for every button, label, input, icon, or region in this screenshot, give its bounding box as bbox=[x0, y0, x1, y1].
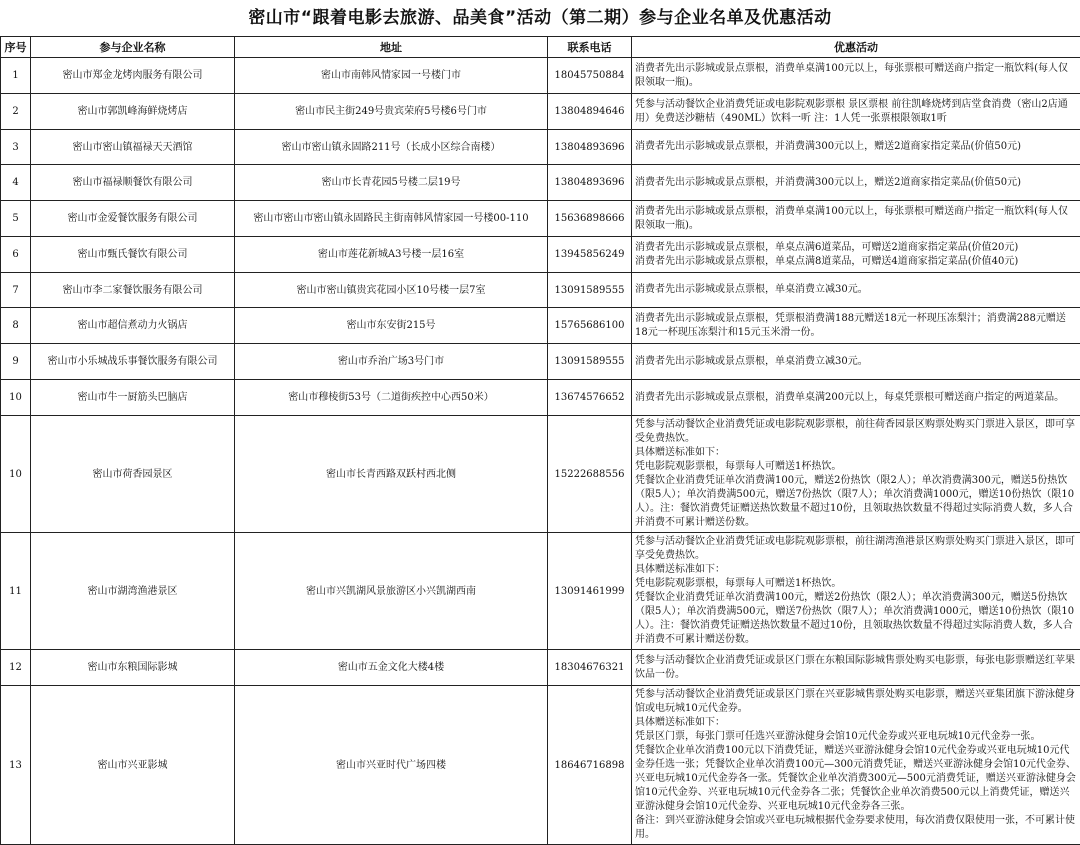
row-offer: 凭参与活动餐饮企业消费凭证或电影院观影票根，前往荷香园景区购票处购买门票进入景区，即可享受免费热饮。 具体赠送标准如下： 凭电影院观影票根，每票每人可赠送1杯热饮。 凭餐饮企业消费凭证单次消费满100元，赠送2份热饮（限2人）；单次消费满300元，赠送5份热饮（限5人）；单次消费满500元，赠送7份热饮（限7人）；单次消费满1000元，赠送10份热饮（限10人）。注：餐饮消费凭证赠送热饮数量不超过10份，且领取热饮数量不得超过实际消费人数，多人合并消费不可累计赠送份数。 bbox=[632, 416, 1080, 533]
row-no: 5 bbox=[1, 201, 31, 237]
row-phone: 13091589555 bbox=[548, 273, 632, 308]
row-address: 密山市莲花新城A3号楼一层16室 bbox=[235, 237, 548, 273]
row-address: 密山市兴凯湖风景旅游区小兴凯湖西南 bbox=[235, 533, 548, 650]
row-address: 密山市密山镇贵宾花园小区10号楼一层7室 bbox=[235, 273, 548, 308]
row-no: 6 bbox=[1, 237, 31, 273]
table-row bbox=[1, 165, 1080, 201]
row-no: 8 bbox=[1, 308, 31, 344]
row-no: 10 bbox=[1, 380, 31, 416]
table-row bbox=[1, 130, 1080, 165]
table-row bbox=[1, 273, 1080, 308]
row-address: 密山市长青西路双跃村西北侧 bbox=[235, 416, 548, 533]
row-no: 12 bbox=[1, 650, 31, 686]
row-phone: 18045750884 bbox=[548, 58, 632, 94]
row-enterprise-name: 密山市李二家餐饮服务有限公司 bbox=[31, 273, 235, 308]
row-phone: 15765686100 bbox=[548, 308, 632, 344]
row-enterprise-name: 密山市郑金龙烤肉服务有限公司 bbox=[31, 58, 235, 94]
row-enterprise-name: 密山市小乐城战乐事餐饮服务有限公司 bbox=[31, 344, 235, 380]
row-offer: 消费者先出示影城或景点票根，消费单桌满100元以上，每张票根可赠送商户指定一瓶饮料(每人仅限领取一瓶)。 bbox=[632, 58, 1080, 94]
row-offer: 凭参与活动餐饮企业消费凭证或景区门票在兴亚影城售票处购买电影票，赠送兴亚集团旗下游泳健身馆或电玩城10元代金券。 具体赠送标准如下： 凭景区门票，每张门票可任选兴亚游泳健身会馆10元代金券或兴亚电玩城10元代金券一张。 凭餐饮企业单次消费100元以下消费凭证，赠送兴亚游泳健身会馆10元代金券或兴亚电玩城10元代金券任选一张；凭餐饮企业单次消费100元—300元消费凭证，赠送兴亚游泳健身会馆10元代金券、兴亚电玩城10元代金券各一张。凭餐饮企业单次消费300元—500元消费凭证，赠送兴亚游泳健身会馆10元代金券、兴亚电玩城10元代金券各二张；凭餐饮企业单次消费500元以上消费凭证，赠送兴亚游泳健身会馆10元代金券、兴亚电玩城10元代金券各三张。 备注：到兴亚游泳健身会馆或兴亚电玩城根据代金券要求使用，每次消费仅限使用一张，不可累计使用。 bbox=[632, 686, 1080, 845]
row-no: 13 bbox=[1, 686, 31, 845]
row-offer: 消费者先出示影城或景点票根，并消费满300元以上，赠送2道商家指定菜品(价值50元) bbox=[632, 130, 1080, 165]
table-row bbox=[1, 416, 1080, 533]
row-phone: 13804893696 bbox=[548, 165, 632, 201]
row-enterprise-name: 密山市福禄顺餐饮有限公司 bbox=[31, 165, 235, 201]
row-phone: 15222688556 bbox=[548, 416, 632, 533]
table-row bbox=[1, 237, 1080, 273]
row-offer: 凭参与活动餐饮企业消费凭证或电影院观影票根，前往湖湾渔港景区购票处购买门票进入景区，即可享受免费热饮。 具体赠送标准如下： 凭电影院观影票根，每票每人可赠送1杯热饮。 凭餐饮企业消费凭证单次消费满100元，赠送2份热饮（限2人）；单次消费满300元，赠送5份热饮（限5人）；单次消费满500元，赠送7份热饮（限7人）；单次消费满1000元，赠送10份热饮（限10人）。注：餐饮消费凭证赠送热饮数量不超过10份，且领取热饮数量不得超过实际消费人数，多人合并消费不可累计赠送份数。 bbox=[632, 533, 1080, 650]
row-no: 9 bbox=[1, 344, 31, 380]
row-enterprise-name: 密山市湖湾渔港景区 bbox=[31, 533, 235, 650]
row-offer: 消费者先出示影城或景点票根，单桌点满6道菜品，可赠送2道商家指定菜品(价值20元) 消费者先出示影城或景点票根，单桌点满8道菜品，可赠送4道商家指定菜品(价值40元) bbox=[632, 237, 1080, 273]
row-enterprise-name: 密山市超信煮动力火锅店 bbox=[31, 308, 235, 344]
table-header-row bbox=[1, 37, 1080, 58]
row-phone: 13804894646 bbox=[548, 94, 632, 130]
header-offer: 优惠活动 bbox=[632, 37, 1080, 58]
row-address: 密山市民主街249号贵宾荣府5号楼6号门市 bbox=[235, 94, 548, 130]
table-row bbox=[1, 650, 1080, 686]
row-no: 3 bbox=[1, 130, 31, 165]
row-no: 11 bbox=[1, 533, 31, 650]
row-address: 密山市密山镇永固路211号（长成小区综合南楼） bbox=[235, 130, 548, 165]
row-phone: 15636898666 bbox=[548, 201, 632, 237]
row-offer: 凭参与活动餐饮企业消费凭证或电影院观影票根 景区票根 前往凯峰烧烤到店堂食消费（密山2店通用）免费送沙糖桔（490ML）饮料一听 注：1人凭一张票根限领取1听 bbox=[632, 94, 1080, 130]
row-offer: 消费者先出示影城或景点票根，并消费满300元以上，赠送2道商家指定菜品(价值50元) bbox=[632, 165, 1080, 201]
row-phone: 18646716898 bbox=[548, 686, 632, 845]
row-offer: 消费者先出示影城或景点票根，单桌消费立减30元。 bbox=[632, 273, 1080, 308]
row-offer: 消费者先出示影城或景点票根，消费单桌满200元以上，每桌凭票根可赠送商户指定的两道菜品。 bbox=[632, 380, 1080, 416]
row-phone: 13091589555 bbox=[548, 344, 632, 380]
table-row bbox=[1, 201, 1080, 237]
row-no: 1 bbox=[1, 58, 31, 94]
table-row bbox=[1, 380, 1080, 416]
row-enterprise-name: 密山市金爱餐饮服务有限公司 bbox=[31, 201, 235, 237]
row-phone: 13945856249 bbox=[548, 237, 632, 273]
row-address: 密山市东安街215号 bbox=[235, 308, 548, 344]
row-phone: 18304676321 bbox=[548, 650, 632, 686]
row-no: 10 bbox=[1, 416, 31, 533]
row-phone: 13091461999 bbox=[548, 533, 632, 650]
row-offer: 消费者先出示影城或景点票根，消费单桌满100元以上，每张票根可赠送商户指定一瓶饮料(每人仅限领取一瓶)。 bbox=[632, 201, 1080, 237]
row-address: 密山市五金文化大楼4楼 bbox=[235, 650, 548, 686]
row-offer: 消费者先出示影城或景点票根，凭票根消费满188元赠送18元一杯现压冻梨汁；消费满288元赠送18元一杯现压冻梨汁和15元玉米滑一份。 bbox=[632, 308, 1080, 344]
header-phone: 联系电话 bbox=[548, 37, 632, 58]
table-row bbox=[1, 344, 1080, 380]
row-enterprise-name: 密山市密山镇福禄天天酒馆 bbox=[31, 130, 235, 165]
row-enterprise-name: 密山市兴亚影城 bbox=[31, 686, 235, 845]
enterprise-table bbox=[0, 36, 1080, 845]
row-no: 2 bbox=[1, 94, 31, 130]
table-row bbox=[1, 686, 1080, 845]
table-row bbox=[1, 94, 1080, 130]
table-row bbox=[1, 533, 1080, 650]
table-row bbox=[1, 308, 1080, 344]
header-no: 序号 bbox=[1, 37, 31, 58]
row-address: 密山市密山市密山镇永固路民主街南韩风情家园一号楼00-110 bbox=[235, 201, 548, 237]
table-row bbox=[1, 58, 1080, 94]
row-enterprise-name: 密山市郭凯峰海鲜烧烤店 bbox=[31, 94, 235, 130]
page-title: 密山市“跟着电影去旅游、品美食”活动（第二期）参与企业名单及优惠活动 bbox=[0, 0, 1080, 36]
row-offer: 凭参与活动餐饮企业消费凭证或景区门票在东粮国际影城售票处购买电影票，每张电影票赠送红苹果饮品一份。 bbox=[632, 650, 1080, 686]
row-enterprise-name: 密山市牛一厨筋头巴脑店 bbox=[31, 380, 235, 416]
row-address: 密山市穆棱街53号（二道街疾控中心西50米） bbox=[235, 380, 548, 416]
row-enterprise-name: 密山市甄氏餐饮有限公司 bbox=[31, 237, 235, 273]
row-enterprise-name: 密山市东粮国际影城 bbox=[31, 650, 235, 686]
row-no: 7 bbox=[1, 273, 31, 308]
row-enterprise-name: 密山市荷香园景区 bbox=[31, 416, 235, 533]
row-address: 密山市兴亚时代广场四楼 bbox=[235, 686, 548, 845]
row-address: 密山市长青花园5号楼二层19号 bbox=[235, 165, 548, 201]
row-no: 4 bbox=[1, 165, 31, 201]
row-address: 密山市乔治广场3号门市 bbox=[235, 344, 548, 380]
header-address: 地址 bbox=[235, 37, 548, 58]
row-phone: 13804893696 bbox=[548, 130, 632, 165]
header-name: 参与企业名称 bbox=[31, 37, 235, 58]
row-address: 密山市南韩风情家园一号楼门市 bbox=[235, 58, 548, 94]
row-phone: 13674576652 bbox=[548, 380, 632, 416]
row-offer: 消费者先出示影城或景点票根，单桌消费立减30元。 bbox=[632, 344, 1080, 380]
